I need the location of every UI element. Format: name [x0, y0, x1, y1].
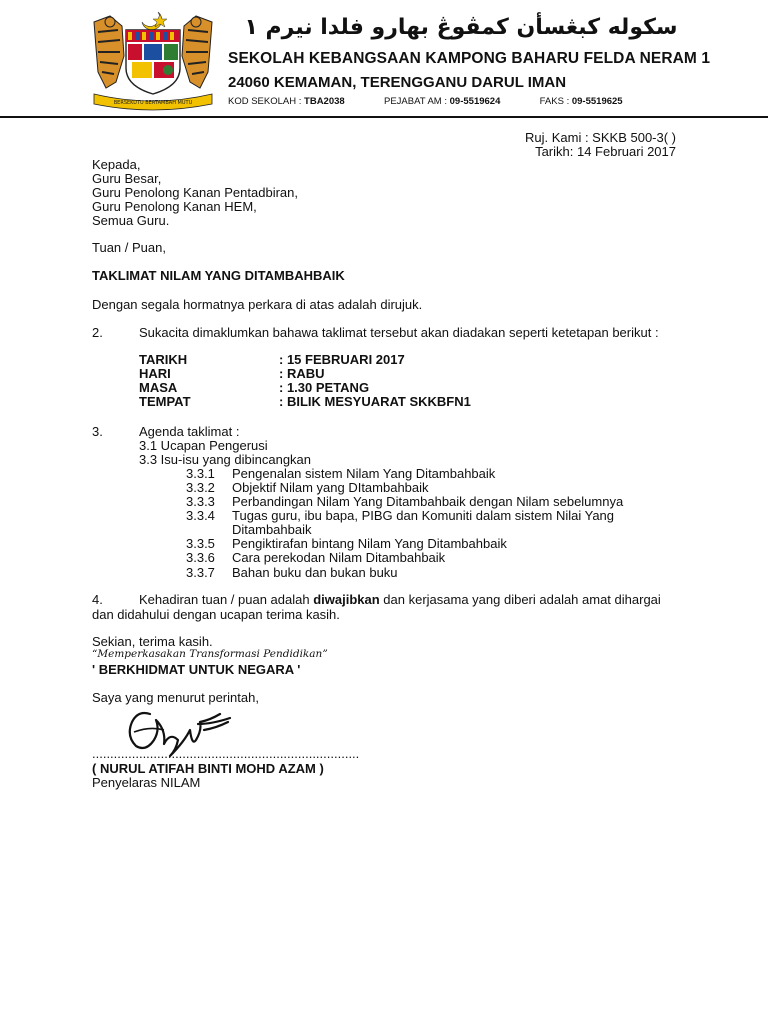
- letter-date: Tarikh: 14 Februari 2017: [535, 144, 676, 159]
- recipient-line: Guru Penolong Kanan Pentadbiran,: [92, 185, 298, 200]
- faks-value: 09-5519625: [571, 96, 623, 107]
- subitem-number: 3.3.3: [186, 494, 215, 509]
- reference-number: Ruj. Kami : SKKB 500-3( ): [525, 130, 676, 145]
- letter-subject: TAKLIMAT NILAM YANG DITAMBAHBAIK: [92, 268, 345, 283]
- closing-thanks: Sekian, terima kasih.: [92, 634, 213, 649]
- detail-label: TARIKH: [139, 352, 188, 367]
- para4-pre: Kehadiran tuan / puan adalah: [139, 592, 314, 607]
- para-number: 2.: [92, 325, 103, 340]
- para-number: 4.: [92, 592, 103, 607]
- para4-line1: [139, 592, 661, 607]
- faks-label: FAKS :: [539, 96, 570, 107]
- subitem-number: 3.3.5: [186, 536, 215, 551]
- school-crest-logo: [88, 8, 218, 112]
- detail-value: : BILIK MESYUARAT SKKBFN1: [279, 394, 471, 409]
- detail-label: TEMPAT: [139, 394, 191, 409]
- jawi-school-name: سکوله کبڠسأن کمڤوڠ بهارو فلدا نيرم ١: [244, 15, 678, 40]
- para4-emphasis: diwajibkan: [313, 592, 380, 607]
- svg-text:BERSEKUTU BERTAMBAH MUTU: BERSEKUTU BERTAMBAH MUTU: [113, 100, 193, 106]
- subitem-number: 3.3.7: [186, 565, 215, 580]
- subitem-text: Perbandingan Nilam Yang Ditambahbaik dengan Nilam sebelumnya: [232, 494, 624, 509]
- agenda-item: 3.1 Ucapan Pengerusi: [139, 438, 268, 453]
- para4-line2: dan didahului dengan ucapan terima kasih.: [92, 607, 340, 622]
- recipient-line: Semua Guru.: [92, 213, 170, 228]
- agenda-title: Agenda taklimat :: [139, 424, 240, 439]
- recipient-line: Kepada,: [92, 157, 141, 172]
- contact-line: [228, 96, 623, 107]
- subitem-number: 3.3.1: [186, 466, 215, 481]
- subitem-number: 3.3.6: [186, 550, 215, 565]
- header-divider: [0, 116, 768, 118]
- signature-line: ..........................................................................: [92, 746, 360, 761]
- subitem-text: Tugas guru, ibu bapa, PIBG dan Komuniti dalam sistem Nilai Yang: [232, 508, 615, 523]
- detail-label: MASA: [139, 380, 178, 395]
- pejabat-value: 09-5519624: [449, 96, 501, 107]
- para2-text: Sukacita dimaklumkan bahawa taklimat tersebut akan diadakan seperti ketetapan berikut :: [139, 325, 659, 340]
- detail-label: HARI: [139, 366, 171, 381]
- detail-value: : RABU: [279, 366, 325, 381]
- subitem-text: Bahan buku dan bukan buku: [232, 565, 398, 580]
- kod-label: KOD SEKOLAH :: [228, 96, 302, 107]
- tagline: “Memperkasakan Transformasi Pendidikan”: [92, 648, 328, 660]
- pejabat-label: PEJABAT AM :: [383, 96, 447, 107]
- school-name: SEKOLAH KEBANGSAAN KAMPONG BAHARU FELDA NERAM 1: [228, 50, 711, 67]
- detail-value: : 15 FEBRUARI 2017: [279, 352, 405, 367]
- subitem-number: 3.3.2: [186, 480, 215, 495]
- salutation: Tuan / Puan,: [92, 240, 166, 255]
- recipient-line: Guru Penolong Kanan HEM,: [92, 199, 257, 214]
- closing-obey: Saya yang menurut perintah,: [92, 690, 259, 705]
- intro-paragraph: Dengan segala hormatnya perkara di atas adalah dirujuk.: [92, 297, 423, 312]
- agenda-item: 3.3 Isu-isu yang dibincangkan: [139, 452, 312, 467]
- subitem-text: Cara perekodan Nilam Ditambahbaik: [232, 550, 446, 565]
- subitem-text: Objektif Nilam yang DItambahbaik: [232, 480, 429, 495]
- signatory-name: ( NURUL ATIFAH BINTI MOHD AZAM ): [92, 761, 324, 776]
- school-address: 24060 KEMAMAN, TERENGGANU DARUL IMAN: [228, 74, 567, 91]
- recipient-line: Guru Besar,: [92, 171, 162, 186]
- motto: ' BERKHIDMAT UNTUK NEGARA ': [92, 662, 301, 677]
- para-number: 3.: [92, 424, 103, 439]
- subitem-text: Pengenalan sistem Nilam Yang Ditambahbaik: [232, 466, 496, 481]
- subitem-number: 3.3.4: [186, 508, 215, 523]
- kod-value: TBA2038: [304, 96, 345, 107]
- detail-value: : 1.30 PETANG: [279, 380, 370, 395]
- subitem-text-continued: Ditambahbaik: [232, 522, 312, 537]
- signatory-position: Penyelaras NILAM: [92, 775, 201, 790]
- subitem-text: Pengiktirafan bintang Nilam Yang Ditambahbaik: [232, 536, 507, 551]
- para4-post: dan kerjasama yang diberi adalah amat dihargai: [379, 592, 661, 607]
